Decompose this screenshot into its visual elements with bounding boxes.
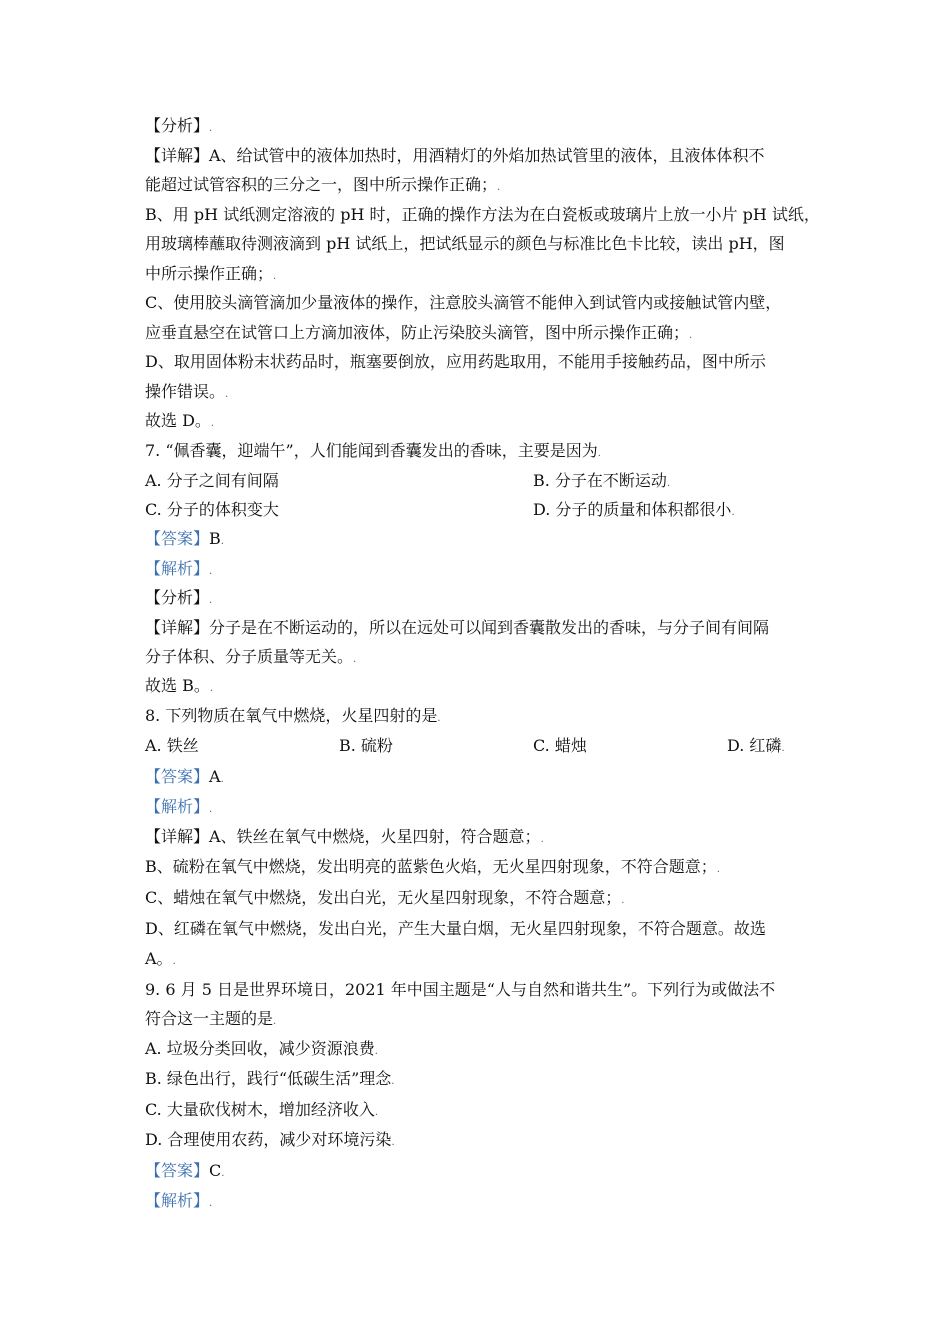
q6-choose: 故选 D。.	[145, 411, 215, 430]
q7-option-d: D. 分子的质量和体积都很小.	[533, 500, 735, 519]
q9-stem-1: 9. 6 月 5 日是世界环境日，2021 年中国主题是“人与自然和谐共生”。下列行为或做法不	[145, 980, 776, 999]
q6-detail-b-1: B、用 pH 试纸测定溶液的 pH 时，正确的操作方法为在白瓷板或玻璃片上放一小片 pH 试纸，	[145, 205, 820, 224]
q7-detail-1: 【详解】分子是在不断运动的，所以在远处可以闻到香囊散发出的香味，与分子间有间隔	[145, 618, 770, 637]
q8-option-d: D. 红磷.	[727, 736, 785, 755]
q8-option-a: A. 铁丝	[145, 736, 199, 755]
q8-answer: 【答案】A.	[145, 767, 224, 786]
q7-choose: 故选 B。.	[145, 676, 214, 695]
q9-option-d: D. 合理使用农药，减少对环境污染.	[145, 1130, 395, 1149]
q6-detail-d-1: D、取用固体粉末状药品时，瓶塞要倒放，应用药匙取用，不能用手接触药品，图中所示	[145, 352, 766, 371]
q7-detail-2: 分子体积、分子质量等无关。.	[145, 647, 357, 666]
q9-option-a: A. 垃圾分类回收，减少资源浪费.	[145, 1039, 378, 1058]
q6-detail-b-3: 中所示操作正确；.	[145, 264, 277, 283]
q6-detail-c-1: C、使用胶头滴管滴加少量液体的操作，注意胶头滴管不能伸入到试管内或接触试管内壁，	[145, 293, 782, 312]
q7-option-b: B. 分子在不断运动.	[533, 471, 671, 490]
q7-explain-label: 【解析】.	[145, 559, 213, 578]
q9-stem-2: 符合这一主题的是.	[145, 1009, 277, 1028]
q8-option-c: C. 蜡烛	[533, 736, 587, 755]
q9-option-b: B. 绿色出行，践行“低碳生活”理念.	[145, 1069, 395, 1088]
q7-option-a: A. 分子之间有间隔	[145, 471, 279, 490]
q7-stem: 7. “佩香囊，迎端午”，人们能闻到香囊发出的香味，主要是因为.	[145, 441, 601, 460]
q6-detail-d-2: 操作错误。.	[145, 382, 229, 401]
q8-detail-b: B、硫粉在氧气中燃烧，发出明亮的蓝紫色火焰，无火星四射现象，不符合题意；.	[145, 857, 720, 876]
q8-explain-label: 【解析】.	[145, 797, 213, 816]
q7-analysis: 【分析】.	[145, 588, 213, 607]
q6-analysis: 【分析】.	[145, 116, 213, 135]
q6-detail-a-1: 【详解】A、给试管中的液体加热时，用酒精灯的外焰加热试管里的液体，且液体体积不	[145, 146, 765, 165]
q8-detail-d-1: D、红磷在氧气中燃烧，发出白光，产生大量白烟，无火星四射现象，不符合题意。故选	[145, 919, 766, 938]
q6-detail-b-2: 用玻璃棒蘸取待测液滴到 pH 试纸上，把试纸显示的颜色与标准比色卡比较，读出 pH，图	[145, 234, 785, 253]
q8-detail-d-2: A。.	[145, 949, 176, 968]
q9-option-c: C. 大量砍伐树木，增加经济收入.	[145, 1100, 379, 1119]
q6-detail-c-2: 应垂直悬空在试管口上方滴加液体，防止污染胶头滴管，图中所示操作正确；.	[145, 323, 693, 342]
q8-detail-a: 【详解】A、铁丝在氧气中燃烧，火星四射，符合题意；.	[145, 827, 544, 846]
q8-detail-c: C、蜡烛在氧气中燃烧，发出白光，无火星四射现象，不符合题意；.	[145, 888, 625, 907]
q8-stem: 8. 下列物质在氧气中燃烧，火星四射的是.	[145, 706, 441, 725]
q8-option-b: B. 硫粉	[339, 736, 393, 755]
q9-answer: 【答案】C.	[145, 1161, 225, 1180]
q7-option-c: C. 分子的体积变大	[145, 500, 279, 519]
q9-explain-label: 【解析】.	[145, 1191, 213, 1210]
q7-answer: 【答案】B.	[145, 529, 224, 548]
q6-detail-a-2: 能超过试管容积的三分之一，图中所示操作正确；.	[145, 175, 501, 194]
